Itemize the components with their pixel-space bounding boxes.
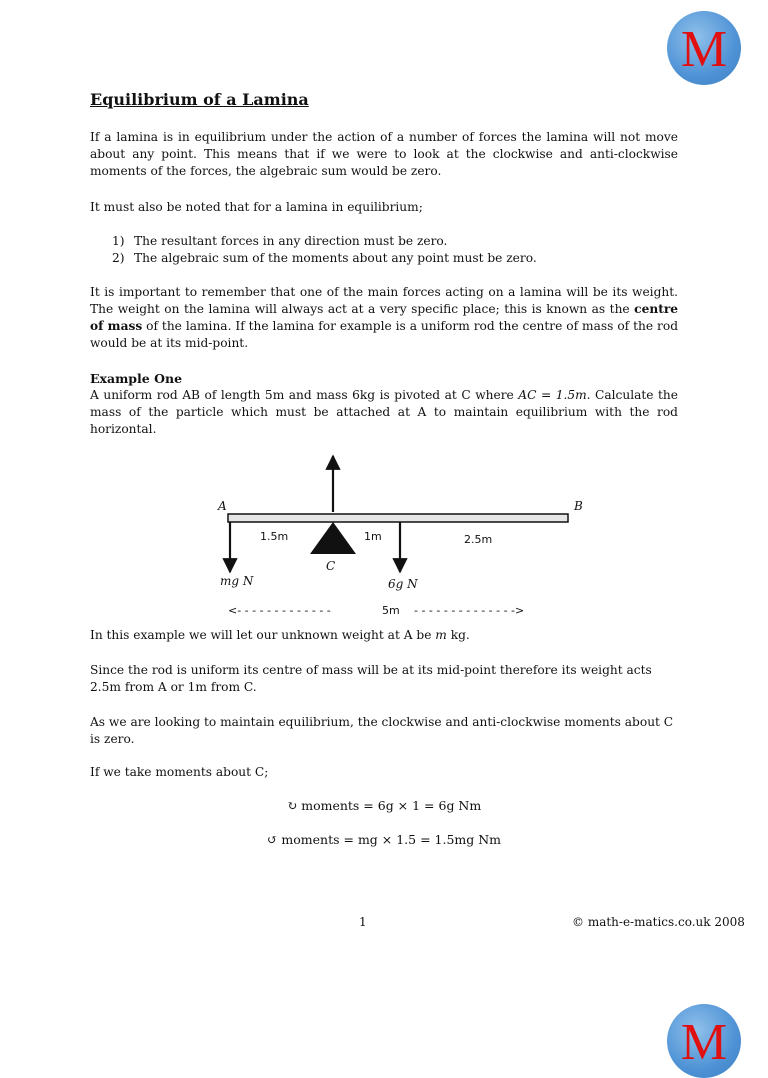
label-c: C (326, 559, 336, 573)
length-label: 5m (382, 604, 400, 617)
rod-diagram (200, 448, 583, 624)
segment-label: 1.5m (260, 530, 289, 543)
pivot-triangle (310, 522, 356, 554)
clockwise-moment-equation: ↻ moments = 6g × 1 = 6g Nm (286, 798, 482, 813)
math-variable: m (435, 628, 447, 642)
length-arrow-right: - - - - - - - - - - - - - -> (414, 604, 525, 617)
list-text: The resultant forces in any direction must be zero. (134, 234, 448, 248)
list-item (112, 250, 537, 267)
list-text: The algebraic sum of the moments about any point must be zero. (134, 251, 537, 265)
segment-label: 1m (364, 530, 382, 543)
segment-label: 2.5m (464, 533, 493, 546)
question-text: A uniform rod AB of length 5m and mass 6kg is pivoted at C where (90, 388, 519, 402)
page-title: Equilibrium of a Lamina (90, 90, 309, 109)
anticlockwise-moment-equation: ↺ moments = mg × 1.5 = 1.5mg Nm (266, 832, 502, 847)
paragraph-text: of the lamina. If the lamina for example is a uniform rod the centre of mass of the rod would be at its mid-point. (90, 319, 678, 350)
rod (228, 514, 568, 522)
logo-letter: M (680, 1014, 728, 1071)
working-paragraph: As we are looking to maintain equilibrium, the clockwise and anti-clockwise moments about C is zero. (90, 715, 674, 746)
label-b: B (574, 499, 583, 513)
logo-badge-next-page (667, 1004, 741, 1078)
logo-letter: M (680, 21, 728, 78)
example-heading: Example One (90, 371, 183, 386)
paragraph-text: In this example we will let our unknown weight at A be (90, 628, 436, 642)
conditions-lead: It must also be noted that for a lamina in equilibrium; (90, 200, 423, 214)
list-number: 1) (112, 234, 125, 248)
copyright-notice: © math-e-matics.co.uk 2008 (572, 915, 745, 929)
working-paragraph: If we take moments about C; (90, 765, 269, 779)
intro-paragraph: If a lamina is in equilibrium under the action of a number of forces the lamina will not move about any point. This means that if we were to look at the clockwise and anti-clockwise moments of the forces, the algebraic sum would be zero. (90, 130, 678, 178)
conditions-list (112, 233, 537, 267)
centre-of-mass-paragraph (90, 284, 678, 352)
working-paragraph (90, 627, 678, 644)
length-arrow-left: <- - - - - - - - - - - - - (228, 604, 331, 617)
working-paragraph: Since the rod is uniform its centre of mass will be at its mid-point therefore its weight acts 2.5m from A or 1m from C. (90, 663, 652, 694)
label-a: A (218, 499, 227, 513)
force-label-a: mg N (220, 574, 254, 588)
force-label-weight: 6g N (388, 577, 418, 591)
page-number: 1 (359, 915, 367, 929)
question-text: . Calculate the mass of the particle which must be attached at A to maintain equilibrium with the rod horizontal. (90, 388, 678, 436)
paragraph-text: It is important to remember that one of the main forces acting on a lamina will be its weight. The weight on the lamina will always act at a very specific place; this is known as the (90, 285, 678, 316)
bold-term: centre of mass (90, 302, 678, 333)
paragraph-text: kg. (446, 628, 470, 642)
example-question (90, 387, 678, 438)
logo-badge (667, 11, 741, 85)
list-number: 2) (112, 251, 125, 265)
math-expression: AC = 1.5m (518, 388, 587, 402)
list-item (112, 233, 537, 250)
